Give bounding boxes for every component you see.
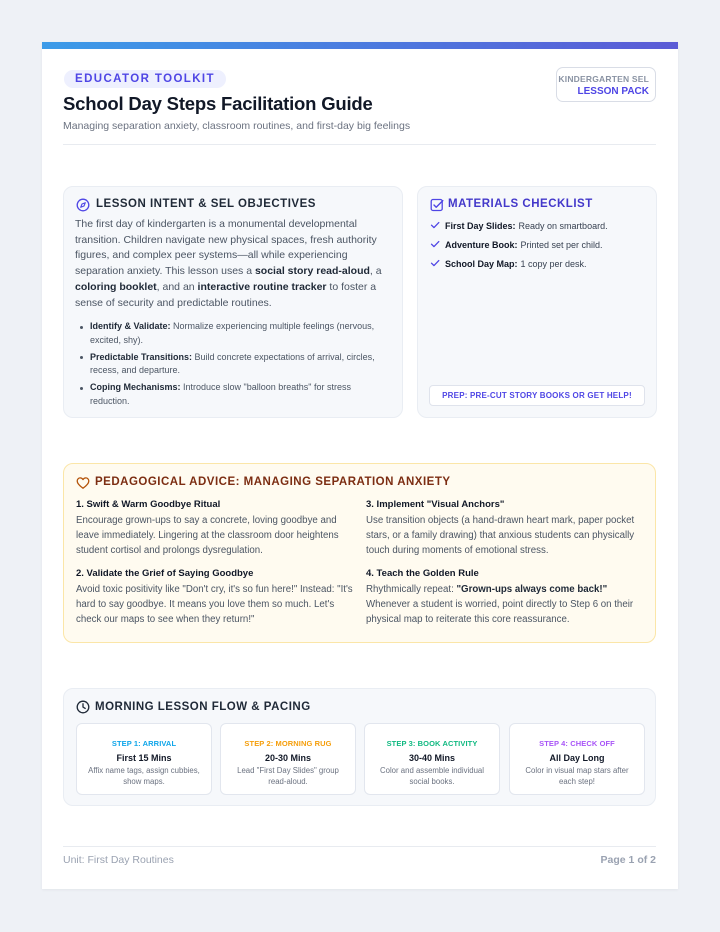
advice-text: Use transition objects (a hand-drawn heart mark, paper pocket stars, or a family drawing) that anxious students can physically touch during moments of emotional stress. — [366, 515, 635, 556]
step-description: Color and assemble individual social books. — [379, 766, 485, 786]
advice-title: PEDAGOGICAL ADVICE: MANAGING SEPARATION ANXIETY — [95, 476, 451, 488]
step-card-book-activity — [364, 723, 500, 795]
list-item: First Day Slides: Ready on smartboard. — [430, 220, 608, 239]
step-time: All Day Long — [549, 753, 605, 763]
prep-help-button[interactable]: PREP: PRE-CUT STORY BOOKS OR GET HELP! — [429, 385, 645, 406]
compass-icon — [76, 198, 90, 217]
sel-objectives-list — [78, 320, 388, 412]
page-title: School Day Steps Facilitation Guide — [63, 93, 373, 114]
step-label: STEP 3: BOOK ACTIVITY — [386, 739, 478, 748]
step-label: STEP 1: ARRIVAL — [111, 739, 177, 748]
pedagogical-advice-card — [63, 463, 656, 643]
materials-checklist-card — [417, 186, 657, 418]
educator-toolkit-tag: EDUCATOR TOOLKIT — [64, 70, 226, 88]
check-icon — [430, 220, 445, 234]
step-label: STEP 4: CHECK OFF — [539, 739, 615, 748]
badge-pack-label: LESSON PACK — [577, 86, 649, 97]
advice-item-validate-grief — [76, 568, 356, 627]
badge-grade-label: KINDERGARTEN SEL — [558, 74, 649, 84]
lesson-flow-card — [63, 688, 656, 806]
advice-heading: 1. Swift & Warm Goodbye Ritual — [76, 499, 221, 510]
advice-heading: 2. Validate the Grief of Saying Goodbye — [76, 568, 254, 579]
list-item: School Day Map: 1 copy per desk. — [430, 258, 608, 277]
step-time: 20-30 Mins — [264, 753, 312, 763]
advice-item-goodbye-ritual — [76, 499, 356, 558]
step-description: Affix name tags, assign cubbies, show maps. — [88, 766, 200, 786]
advice-text: Rhythmically repeat: "Grown-ups always come back!" Whenever a student is worried, point directly to Step 6 on their physical map to reiterate this core reassurance. — [366, 584, 634, 625]
lesson-flow-title: MORNING LESSON FLOW & PACING — [95, 701, 311, 713]
step-card-morning-rug — [220, 723, 356, 795]
lesson-intent-paragraph: The first day of kindergarten is a monumental developmental transition. Children navigate new physical spaces, fresh authority figures, and complex peer systems—all while experiencing separation anxiety. This lesson uses a social story read-aloud, a coloring booklet, and an interactive routine tracker to foster a sense of security and predictable routines. — [75, 218, 382, 309]
list-item: Identify & Validate: Normalize experiencing multiple feelings (nervous, excited, shy). — [78, 320, 388, 347]
advice-heading: 3. Implement "Visual Anchors" — [366, 499, 505, 510]
top-accent-stripe — [42, 42, 678, 49]
step-description: Color in visual map stars after each step! — [525, 766, 629, 786]
header-divider — [63, 144, 656, 145]
step-time: First 15 Mins — [116, 753, 172, 763]
step-label: STEP 2: MORNING RUG — [244, 739, 332, 748]
lesson-pack-badge — [556, 67, 656, 102]
lesson-intent-title: LESSON INTENT & SEL OBJECTIVES — [96, 198, 316, 210]
step-description: Lead "First Day Slides" group read-aloud. — [237, 766, 339, 786]
page-number: Page 1 of 2 — [600, 854, 656, 866]
check-icon — [430, 258, 445, 272]
advice-heading: 4. Teach the Golden Rule — [366, 568, 479, 579]
page-subtitle: Managing separation anxiety, classroom routines, and first-day big feelings — [63, 120, 411, 132]
step-card-check-off — [509, 723, 645, 795]
materials-list — [430, 220, 608, 277]
clock-icon — [76, 700, 90, 719]
advice-item-golden-rule — [366, 568, 646, 627]
list-item: Predictable Transitions: Build concrete expectations of arrival, circles, recess, and departure. — [78, 351, 388, 378]
list-item: Adventure Book: Printed set per child. — [430, 239, 608, 258]
step-time: 30-40 Mins — [408, 753, 456, 763]
heart-icon — [76, 476, 90, 495]
materials-checklist-title: MATERIALS CHECKLIST — [448, 198, 593, 210]
advice-text: Encourage grown-ups to say a concrete, loving goodbye and leave immediately. Lingering at the classroom door heightens student cortisol and prolongs dysregulation. — [76, 515, 339, 556]
checkbox-icon — [430, 198, 444, 217]
footer-unit: Unit: First Day Routines — [63, 854, 174, 866]
list-item: Coping Mechanisms: Introduce slow "balloon breaths" for stress reduction. — [78, 381, 388, 408]
step-card-arrival — [76, 723, 212, 795]
document-page — [42, 42, 678, 889]
footer-divider — [63, 846, 656, 847]
lesson-intent-card — [63, 186, 403, 418]
advice-item-visual-anchors — [366, 499, 646, 558]
check-icon — [430, 239, 445, 253]
advice-text: Avoid toxic positivity like "Don't cry, it's so fun here!" Instead: "It's hard to say goodbye. It means you love them so much. Let's check our maps to see when they return!" — [76, 584, 353, 625]
